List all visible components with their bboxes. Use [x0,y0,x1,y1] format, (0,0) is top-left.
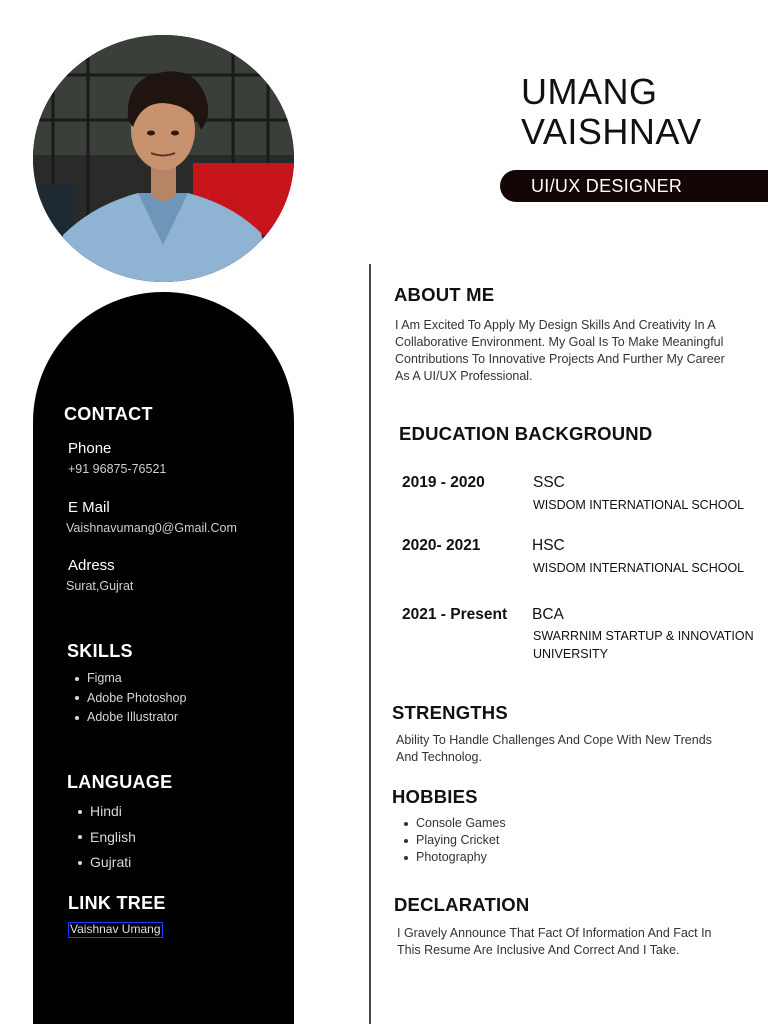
contact-heading: CONTACT [64,404,153,424]
about-line: I Am Excited To Apply My Design Skills And Creativity In A [395,318,716,332]
role-pill [500,170,768,202]
skills-heading: SKILLS [67,641,133,661]
hobbies-heading: HOBBIES [392,786,478,807]
declaration-heading: DECLARATION [394,894,530,915]
name-first: UMANG [521,71,658,112]
phone-label: Phone [68,440,112,457]
list-item: Photography [396,849,506,866]
list-item: Playing Cricket [396,832,506,849]
profile-photo-illustration [33,35,294,282]
phone-value: +91 96875-76521 [68,462,167,476]
profile-photo [33,35,294,282]
about-heading: ABOUT ME [394,284,495,305]
list-item: Adobe Illustrator [68,708,186,728]
education-degree: BCA [532,606,564,623]
school-line: UNIVERSITY [533,647,609,661]
education-heading: EDUCATION BACKGROUND [399,423,653,444]
strengths-heading: STRENGTHS [392,702,508,723]
language-list [71,799,136,876]
list-item: Hindi [71,799,136,825]
school-line: WISDOM INTERNATIONAL SCHOOL [533,561,745,575]
hobbies-list [396,815,506,866]
school-line: SWARRNIM STARTUP & INNOVATION [533,629,754,643]
education-years: 2021 - Present [402,606,508,623]
list-item: Gujrati [71,850,136,876]
strengths-line: Ability To Handle Challenges And Cope With New Trends [396,733,712,747]
about-line: Collaborative Environment. My Goal Is To Make Meaningful [395,335,724,349]
education-school [533,559,744,577]
strengths-line: And Technolog. [396,750,482,764]
list-item: Figma [68,669,186,689]
address-label: Adress [68,557,115,574]
list-item: Adobe Photoshop [68,689,186,709]
education-degree: HSC [532,537,565,554]
skills-list [68,669,186,728]
column-divider [369,264,371,1024]
declaration-line: I Gravely Announce That Fact Of Information And Fact In [397,926,712,940]
list-item: English [71,825,136,851]
education-years: 2019 - 2020 [402,474,485,491]
education-school [533,496,744,514]
education-years: 2020- 2021 [402,537,481,554]
language-heading: LANGUAGE [67,772,173,792]
link-tree-link[interactable]: Vaishnav Umang [70,922,161,936]
about-line: As A UI/UX Professional. [395,369,533,383]
email-value: Vaishnavumang0@Gmail.Com [66,521,237,535]
declaration-text [397,925,712,959]
address-value: Surat,Gujrat [66,579,134,593]
role-text: UI/UX DESIGNER [531,176,683,196]
email-label: E Mail [68,499,110,516]
education-degree: SSC [533,474,565,491]
education-school [533,627,754,663]
about-text [395,317,725,385]
name-heading [521,72,702,152]
link-tree-heading: LINK TREE [68,893,166,913]
list-item: Console Games [396,815,506,832]
name-last: VAISHNAV [521,111,702,152]
school-line: WISDOM INTERNATIONAL SCHOOL [533,498,745,512]
strengths-text [396,732,712,766]
about-line: Contributions To Innovative Projects And Further My Career [395,352,725,366]
declaration-line: This Resume Are Inclusive And Correct And I Take. [397,943,680,957]
